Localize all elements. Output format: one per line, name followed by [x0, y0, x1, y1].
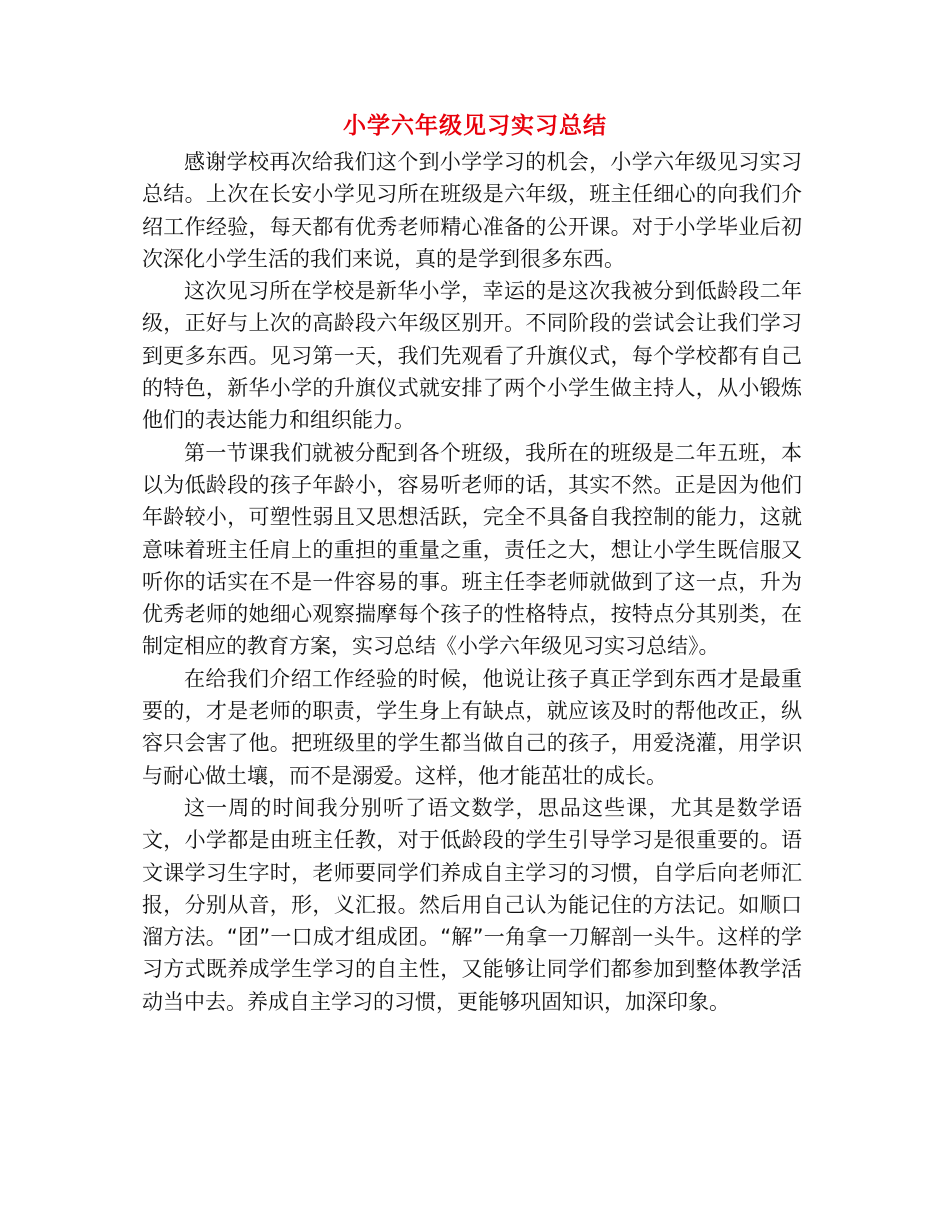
document-title: 小学六年级见习实习总结 [343, 112, 607, 139]
paragraph-3: 第一节课我们就被分配到各个班级，我所在的班级是二年五班，本以为低龄段的孩子年龄小，容易听老师的话，其实不然。正是因为他们年龄较小，可塑性弱且又思想活跃，完全不具备自我控制的能力，这就意味着班主任肩上的重担的重量之重，责任之大，想让小学生既信服又听你的话实在不是一件容易的事。班主任李老师就做到了这一点，升为优秀老师的她细心观察揣摩每个孩子的性格特点，按特点分其别类，在制定相应的教育方案，实习总结《小学六年级见习实习总结》。 [142, 440, 802, 659]
paragraph-2: 这次见习所在学校是新华小学，幸运的是这次我被分到低龄段二年级，正好与上次的高龄段六年级区别开。不同阶段的尝试会让我们学习到更多东西。见习第一天，我们先观看了升旗仪式，每个学校都有自己的特色，新华小学的升旗仪式就安排了两个小学生做主持人，从小锻炼他们的表达能力和组织能力。 [142, 279, 802, 433]
paragraph-4: 在给我们介绍工作经验的时候，他说让孩子真正学到东西才是最重要的，才是老师的职责，学生身上有缺点，就应该及时的帮他改正，纵容只会害了他。把班级里的学生都当做自己的孩子，用爱浇灌，用学识与耐心做土壤，而不是溺爱。这样，他才能茁壮的成长。 [142, 666, 802, 788]
document-body [142, 146, 802, 1018]
paragraph-5: 这一周的时间我分别听了语文数学，思品这些课，尤其是数学语文，小学都是由班主任教，对于低龄段的学生引导学习是很重要的。语文课学习生字时，老师要同学们养成自主学习的习惯，自学后向老师汇报，分别从音，形，义汇报。然后用自己认为能记住的方法记。如顺口溜方法。“团”一口成才组成团。“解”一角拿一刀解剖一头牛。这样的学习方式既养成学生学习的自主性，又能够让同学们都参加到整体教学活动当中去。养成自主学习的习惯，更能够巩固知识，加深印象。 [142, 795, 802, 1014]
paragraph-1: 感谢学校再次给我们这个到小学学习的机会，小学六年级见习实习总结。上次在长安小学见习所在班级是六年级，班主任细心的向我们介绍工作经验，每天都有优秀老师精心准备的公开课。对于小学毕业后初次深化小学生活的我们来说，真的是学到很多东西。 [142, 150, 802, 271]
